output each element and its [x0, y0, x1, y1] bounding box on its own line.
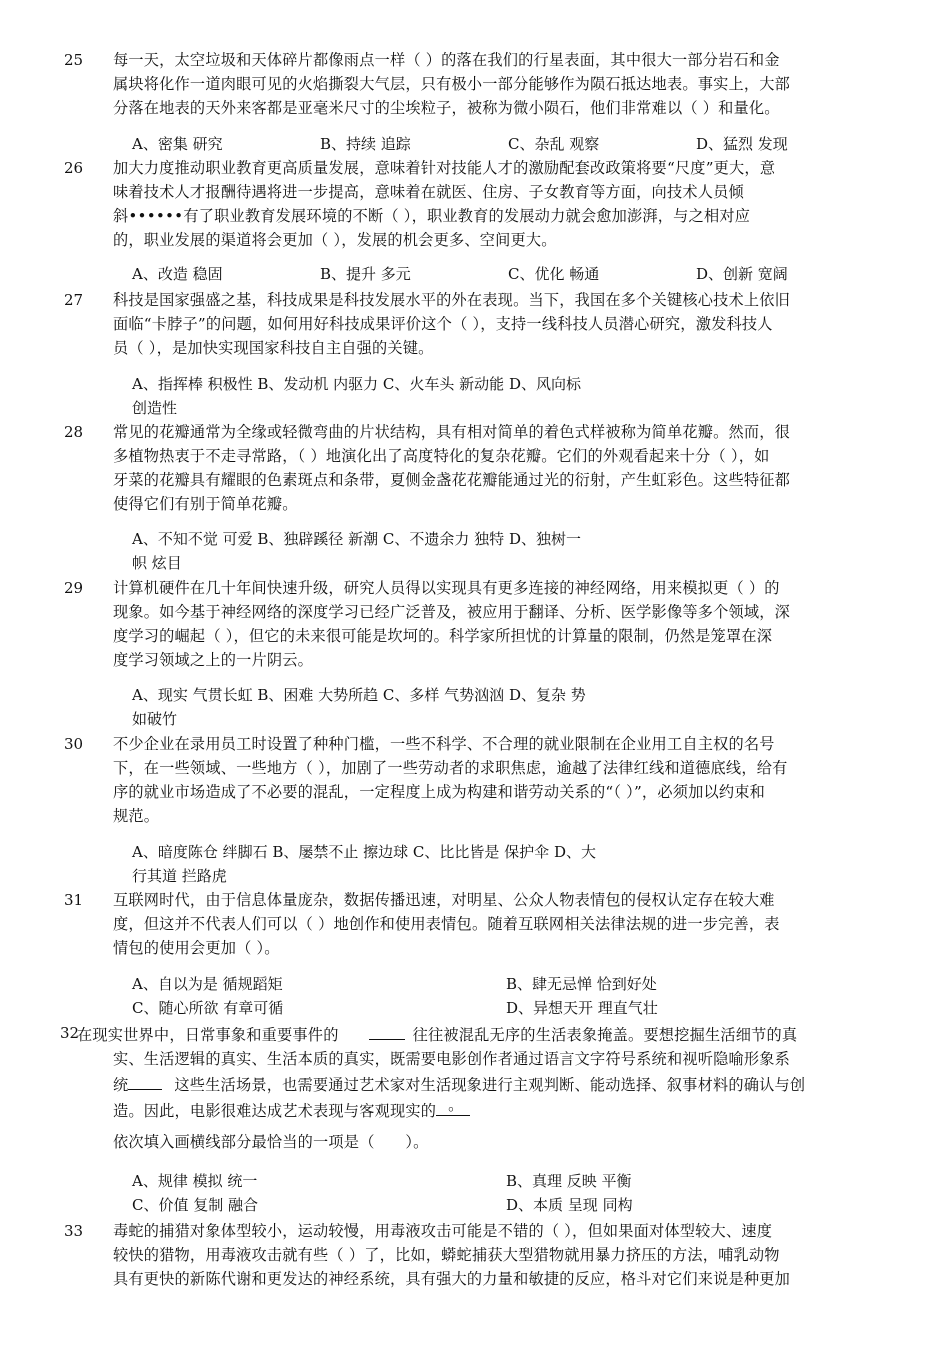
stem-line: 计算机硬件在几十年间快速升级，研究人员得以实现具有更多连接的神经网络，用来模拟更（ ）的: [113, 579, 780, 597]
options-line[interactable]: A、现实 气贯长虹 B、困难 大势所趋 C、多样 气势汹汹 D、复杂 势: [132, 686, 586, 704]
fill-blank-3: [436, 1097, 470, 1116]
options-line[interactable]: A、指挥棒 积极性 B、发动机 内驱力 C、火车头 新动能 D、风向标: [132, 375, 581, 393]
question-stem: [113, 48, 861, 120]
answer-options: [132, 972, 892, 1020]
option-a[interactable]: A、规律 模拟 统一: [132, 1172, 258, 1190]
question-stem: [113, 1219, 861, 1291]
stem-line: 的，职业发展的渠道将会更加（ ），发展的机会更多、空间更大。: [113, 231, 557, 249]
stem-line: 使得它们有别于简单花瓣。: [113, 495, 298, 513]
options-line[interactable]: 创造性: [132, 399, 178, 417]
stem-text: 造。因此，电影很难达成艺术表现与客观现实的: [113, 1102, 437, 1120]
stem-text: 统: [113, 1076, 129, 1094]
option-c[interactable]: C、杂乱 观察: [508, 135, 600, 153]
question-stem: [113, 156, 861, 252]
option-d[interactable]: D、创新 宽阔: [696, 265, 788, 283]
stem-line: 具有更快的新陈代谢和更发达的神经系统，具有强大的力量和敏捷的反应，格斗对它们来说是种更加: [113, 1270, 791, 1288]
option-a[interactable]: A、改造 稳固: [132, 265, 223, 283]
stem-line: 牙菜的花瓣具有耀眼的色素斑点和条带，夏侧金盏花花瓣能通过光的衍射，产生虹彩色。这些特征都: [113, 471, 791, 489]
stem-line: 规范。: [113, 807, 160, 825]
stem-line: 下，在一些领域、一些地方（ ），加剧了一些劳动者的求职焦虑，逾越了法律红线和道德底线，给有: [113, 759, 788, 777]
stem-line: 度，但这并不代表人们可以（ ）地创作和使用表情包。随着互联网相关法律法规的进一步完善，表: [113, 915, 780, 933]
option-b[interactable]: B、真理 反映 平衡: [506, 1172, 632, 1190]
stem-line: 多植物热衷于不走寻常路，（ ）地演化出了高度特化的复杂花瓣。它们的外观看起来十分（ ），如: [113, 447, 770, 465]
stem-line: 度学习领域之上的一片阴云。: [113, 651, 314, 669]
option-b[interactable]: B、提升 多元: [320, 265, 411, 283]
question-number: 30: [64, 735, 84, 753]
question-prompt: [113, 1130, 861, 1154]
stem-line: 实、生活逻辑的真实、生活本质的真实，既需要电影创作者通过语言文字符号系统和视听隐喻形象系: [113, 1050, 791, 1068]
stem-line: 序的就业市场造成了不必要的混乱，一定程度上成为构建和谐劳动关系的“（ ）”，必须加以约束和: [113, 783, 766, 801]
options-line[interactable]: 行其道 拦路虎: [132, 867, 227, 885]
question-number: 31: [64, 891, 84, 909]
option-d[interactable]: D、本质 呈现 同构: [506, 1196, 633, 1214]
question-stem: [113, 420, 861, 516]
answer-options: [132, 527, 892, 575]
stem-line: 斜••••••有了职业教育发展环境的不断（ ），职业教育的发展动力就会愈加澎湃，与之相对应: [113, 207, 751, 225]
stem-line: 情包的使用会更加（ ）。: [113, 939, 280, 957]
stem-line: 每一天，太空垃圾和天体碎片都像雨点一样（ ）的落在我们的行星表面，其中很大一部分岩石和金: [113, 51, 780, 69]
question-number: 32: [60, 1024, 80, 1042]
answer-options: [132, 1169, 892, 1217]
option-c[interactable]: C、随心所欲 有章可循: [132, 999, 284, 1017]
question-number: 28: [64, 423, 84, 441]
option-c[interactable]: C、优化 畅通: [508, 265, 600, 283]
stem-line: 加大力度推动职业教育更高质量发展，意味着针对技能人才的激励配套改政策将要“尺度”更大，意: [113, 159, 776, 177]
stem-line: [113, 1071, 861, 1097]
stem-line: 分落在地表的天外来客都是亚毫米尺寸的尘埃粒子，被称为微小陨石，他们非常难以（ ）和量化。: [113, 99, 780, 117]
stem-line: 面临“卡脖子”的问题，如何用好科技成果评价这个（ ），支持一线科技人员潜心研究，激发科技人: [113, 315, 773, 333]
question-number: 29: [64, 579, 84, 597]
question-stem: [113, 888, 861, 960]
stem-line: 味着技术人才报酬待遇将进一步提高，意味着在就医、住房、子女教育等方面，向技术人员倾: [113, 183, 744, 201]
stem-line: 毒蛇的捕猎对象体型较小，运动较慢，用毒液攻击可能是不错的（ ），但如果面对体型较大、速度: [113, 1222, 773, 1240]
stem-text: 。: [448, 1096, 464, 1114]
option-d[interactable]: D、异想天开 理直气壮: [506, 999, 658, 1017]
answer-options: [132, 132, 892, 156]
answer-options: [132, 372, 892, 420]
stem-line: 不少企业在录用员工时设置了种种门槛，一些不科学、不合理的就业限制在企业用工自主权的名号: [113, 735, 775, 753]
options-line[interactable]: 如破竹: [132, 710, 178, 728]
stem-line: 现象。如今基于神经网络的深度学习已经广泛普及，被应用于翻译、分析、医学影像等多个领域，深: [113, 603, 791, 621]
stem-line: [113, 1097, 861, 1123]
option-c[interactable]: C、价值 复制 融合: [132, 1196, 259, 1214]
option-d[interactable]: D、猛烈 发现: [696, 135, 788, 153]
stem-line: 属块将化作一道肉眼可见的火焰撕裂大气层，只有极小一部分能够作为陨石抵达地表。事实上，大部: [113, 75, 791, 93]
question-stem: [113, 576, 861, 672]
answer-options: [132, 262, 892, 286]
stem-line: 员（ ），是加快实现国家科技自主自强的关键。: [113, 339, 434, 357]
question-number: 33: [64, 1222, 84, 1240]
question-stem: [113, 288, 861, 360]
fill-blank-1: [369, 1021, 405, 1040]
question-stem: [77, 1021, 861, 1123]
options-line[interactable]: A、暗度陈仓 绊脚石 B、屡禁不止 擦边球 C、比比皆是 保护伞 D、大: [132, 843, 596, 861]
stem-line: 度学习的崛起（ ），但它的未来很可能是坎坷的。科学家所担忧的计算量的限制，仍然是笼罩在深: [113, 627, 773, 645]
stem-text: 往往被混乱无序的生活表象掩盖。要想挖掘生活细节的真: [412, 1026, 798, 1044]
option-b[interactable]: B、持续 追踪: [320, 135, 411, 153]
question-number: 25: [64, 51, 84, 69]
prompt-line: 依次填入画横线部分最恰当的一项是（ ）。: [113, 1133, 429, 1151]
option-b[interactable]: B、肆无忌惮 恰到好处: [506, 975, 657, 993]
question-number: 26: [64, 159, 84, 177]
answer-options: [132, 840, 892, 888]
option-a[interactable]: A、自以为是 循规蹈矩: [132, 975, 283, 993]
answer-options: [132, 683, 892, 731]
fill-blank-2: [128, 1071, 162, 1090]
stem-line: 科技是国家强盛之基，科技成果是科技发展水平的外在表现。当下，我国在多个关键核心技术上依旧: [113, 291, 791, 309]
question-number: 27: [64, 291, 84, 309]
stem-text: 这些生活场景，也需要通过艺术家对生活现象进行主观判断、能动选择、叙事材料的确认与创: [174, 1076, 806, 1094]
stem-text: 在现实世界中，日常事象和重要事件的: [77, 1026, 339, 1044]
options-line[interactable]: A、不知不觉 可爱 B、独辟蹊径 新潮 C、不遗余力 独特 D、独树一: [132, 530, 581, 548]
option-a[interactable]: A、密集 研究: [132, 135, 223, 153]
options-line[interactable]: 帜 炫目: [132, 554, 182, 572]
stem-line: 较快的猎物，用毒液攻击就有些（ ）了，比如，蟒蛇捕获大型猎物就用暴力挤压的方法，哺乳动物: [113, 1246, 780, 1264]
stem-line: [77, 1021, 861, 1047]
stem-line: 常见的花瓣通常为全缘或轻微弯曲的片状结构，具有相对简单的着色式样被称为简单花瓣。然而，很: [113, 423, 791, 441]
stem-line: 互联网时代，由于信息体量庞杂，数据传播迅速，对明星、公众人物表情包的侵权认定存在较大难: [113, 891, 775, 909]
question-stem: [113, 732, 861, 828]
